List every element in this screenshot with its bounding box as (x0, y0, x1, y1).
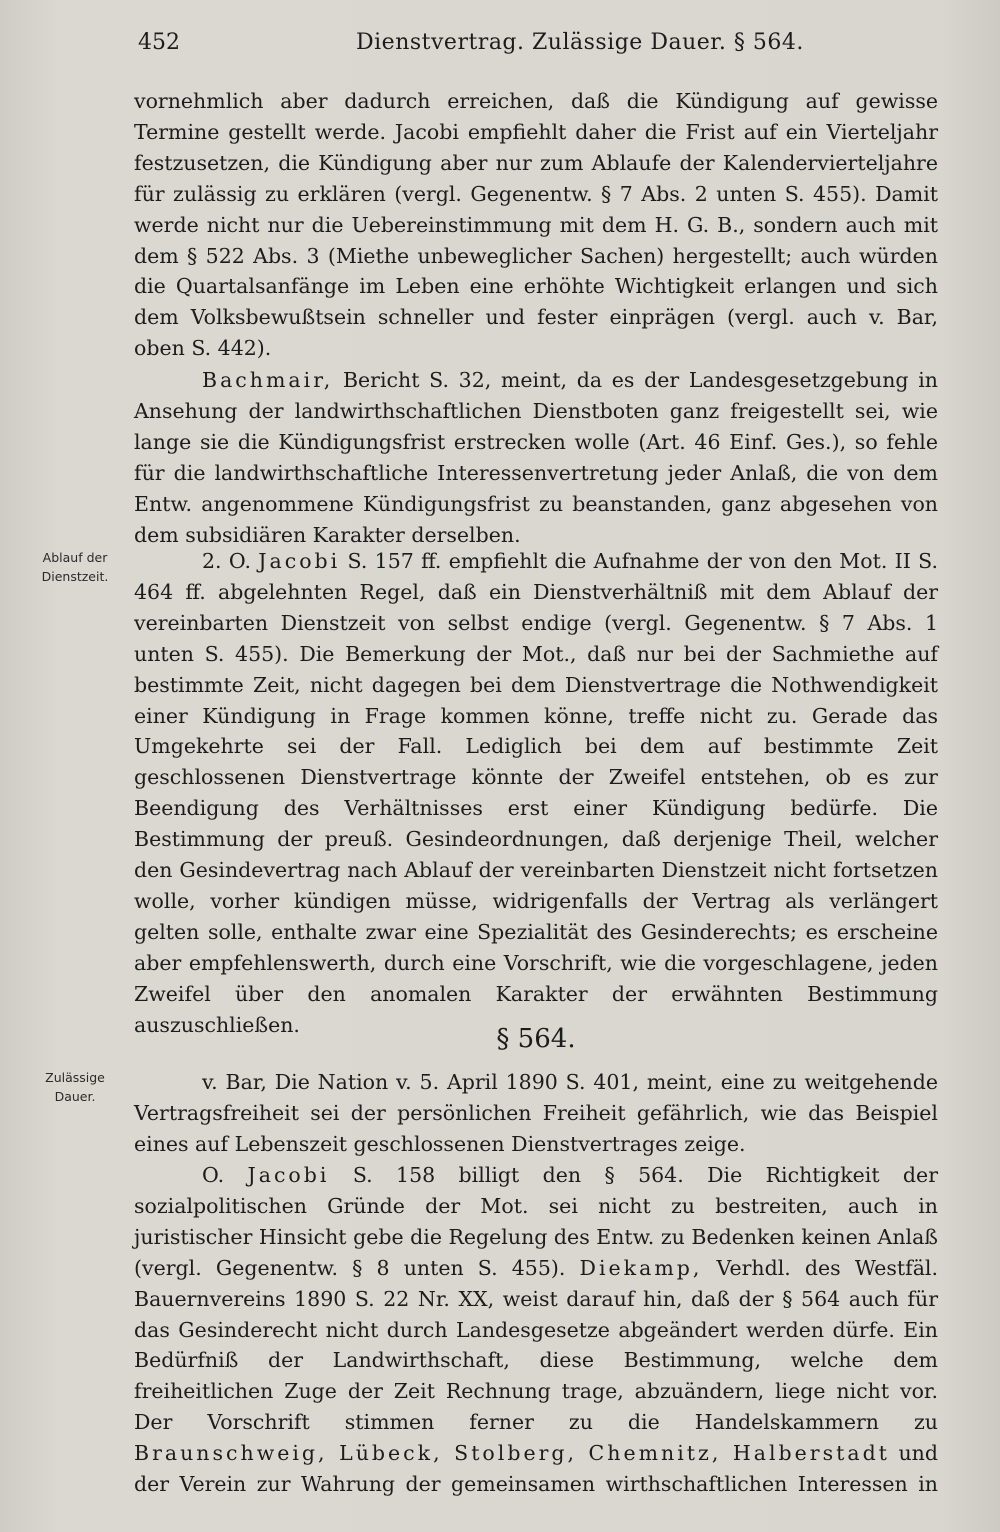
paragraph-2 (134, 365, 938, 550)
author-jacobi: Jacobi (258, 549, 341, 573)
margin-note-ablauf: Ablauf der Dienstzeit. (41, 550, 109, 584)
section-heading: § 564. (496, 1024, 576, 1054)
paragraph-4 (134, 1067, 938, 1160)
paragraph-4-text: v. Bar, Die Nation v. 5. April 1890 S. 401, meint, eine zu weitgehende Vertragsfreiheit sei der persönlichen Freiheit gefährlich, wie das Beispiel eines auf Lebenszeit geschlossenen Dienstvertrages zeige. (134, 1070, 938, 1156)
paragraph-5-prefix: O. (202, 1163, 248, 1187)
paragraph-5 (134, 1160, 938, 1500)
paragraph-2-text: Bericht S. 32, meint, da es der Landesgesetzgebung in Ansehung der landwirthschaftlichen Dienstboten ganz freigestellt sei, wie lange sie die Kündigungsfrist erstrecken wolle (Art. 46 Einf. Ges.), so fehle für die landwirthschaftliche Interessenvertretung jeder Anlaß, die von dem Entw. angenommene Kündigungsfrist zu beanstanden, ganz abgesehen von dem subsidiären Karakter derselben. (134, 368, 938, 547)
author-bachmair: Bachmair, (202, 368, 334, 392)
author-jacobi-2: Jacobi (247, 1163, 330, 1187)
paragraph-3 (134, 546, 938, 1041)
paragraph-1 (134, 86, 938, 364)
paragraph-1-text: vornehmlich aber dadurch erreichen, daß die Kündigung auf gewisse Termine gestellt werde. Jacobi empfiehlt daher die Frist auf ein Vierteljahr festzusetzen, die Kündigung aber nur zum Ablaufe der Kalendervierteljahre für zulässig zu erklären (vergl. Gegenentw. § 7 Abs. 2 unten S. 455). Damit werde nicht nur die Uebereinstimmung mit dem H. G. B., sondern auch mit dem § 522 Abs. 3 (Miethe unbeweglicher Sachen) hergestellt; auch würden die Quartalsanfänge im Leben eine erhöhte Wichtigkeit erlangen und sich dem Volksbewußtsein schneller und fester einprägen (vergl. auch v. Bar, oben S. 442). (134, 89, 938, 361)
paragraph-3-prefix: 2. O. (202, 549, 259, 573)
paragraph-5-text-a: S. 158 billigt den § 564. Die Richtigkeit der sozialpolitischen Gründe der Mot. sei nicht zu bestreiten, auch in juristischer Hinsicht gebe die Regelung des Entw. zu Bedenken keinen Anlaß (vergl. Gegenentw. § 8 unten S. 455). (134, 1163, 938, 1280)
margin-note-dauer: Zulässige Dauer. (45, 1070, 105, 1104)
page-number: 452 (138, 30, 180, 55)
page-header (138, 30, 938, 66)
running-head: Dienstvertrag. Zulässige Dauer. § 564. (356, 30, 804, 55)
author-diekamp: Diekamp, (579, 1255, 703, 1280)
paragraph-5-text-b: Verhdl. des Westfäl. Bauernvereins 1890 S. 22 Nr. XX, weist darauf hin, daß der § 564 auch für das Gesinderecht nicht durch Landesgesetze abgeändert werden dürfe. Ein Bedürfniß der Landwirthschaft, diese Bestimmung, welche dem freiheitlichen Zuge der Zeit Rechnung trage, abzuändern, liege nicht vor. Der Vorschrift stimmen ferner zu die Handelskammern zu (134, 1255, 939, 1435)
chamber-cities: Braunschweig, Lübeck, Stolberg, Chemnitz, Halberstadt (134, 1441, 890, 1466)
paragraph-5-text-c: und der Verein zur Wahrung der gemeinsamen wirthschaftlichen Interessen in (134, 1441, 939, 1497)
paragraph-3-text: S. 157 ff. empfiehlt die Aufnahme der von den Mot. II S. 464 ff. abgelehnten Regel, daß ein Dienstverhältniß mit dem Ablauf der vereinbarten Dienstzeit von selbst endige (vergl. Gegenentw. § 7 Abs. 1 unten S. 455). Die Bemerkung der Mot., daß nur bei der Sachmiethe auf bestimmte Zeit, nicht dagegen bei dem Dienstvertrage die Nothwendigkeit einer Kündigung in Frage kommen könne, treffe nicht zu. Gerade das Umgekehrte sei der Fall. Lediglich bei dem auf bestimmte Zeit geschlossenen Dienstvertrage könnte der Zweifel entstehen, ob es zur Beendigung des Verhältnisses erst einer Kündigung bedürfe. Die Bestimmung der preuß. Gesindeordnungen, daß derjenige Theil, welcher den Gesindevertrag nach Ablauf der vereinbarten Dienstzeit nicht fortsetzen wolle, vorher kündigen müsse, widrigenfalls der Vertrag als verlängert gelten solle, enthalte zwar eine Spezialität des Gesinderechts; es erscheine aber empfehlenswerth, durch eine Vorschrift, wie die vorgeschlagene, jeden Zweifel über den anomalen Karakter der erwähnten Bestimmung auszuschließen. (134, 549, 938, 1037)
